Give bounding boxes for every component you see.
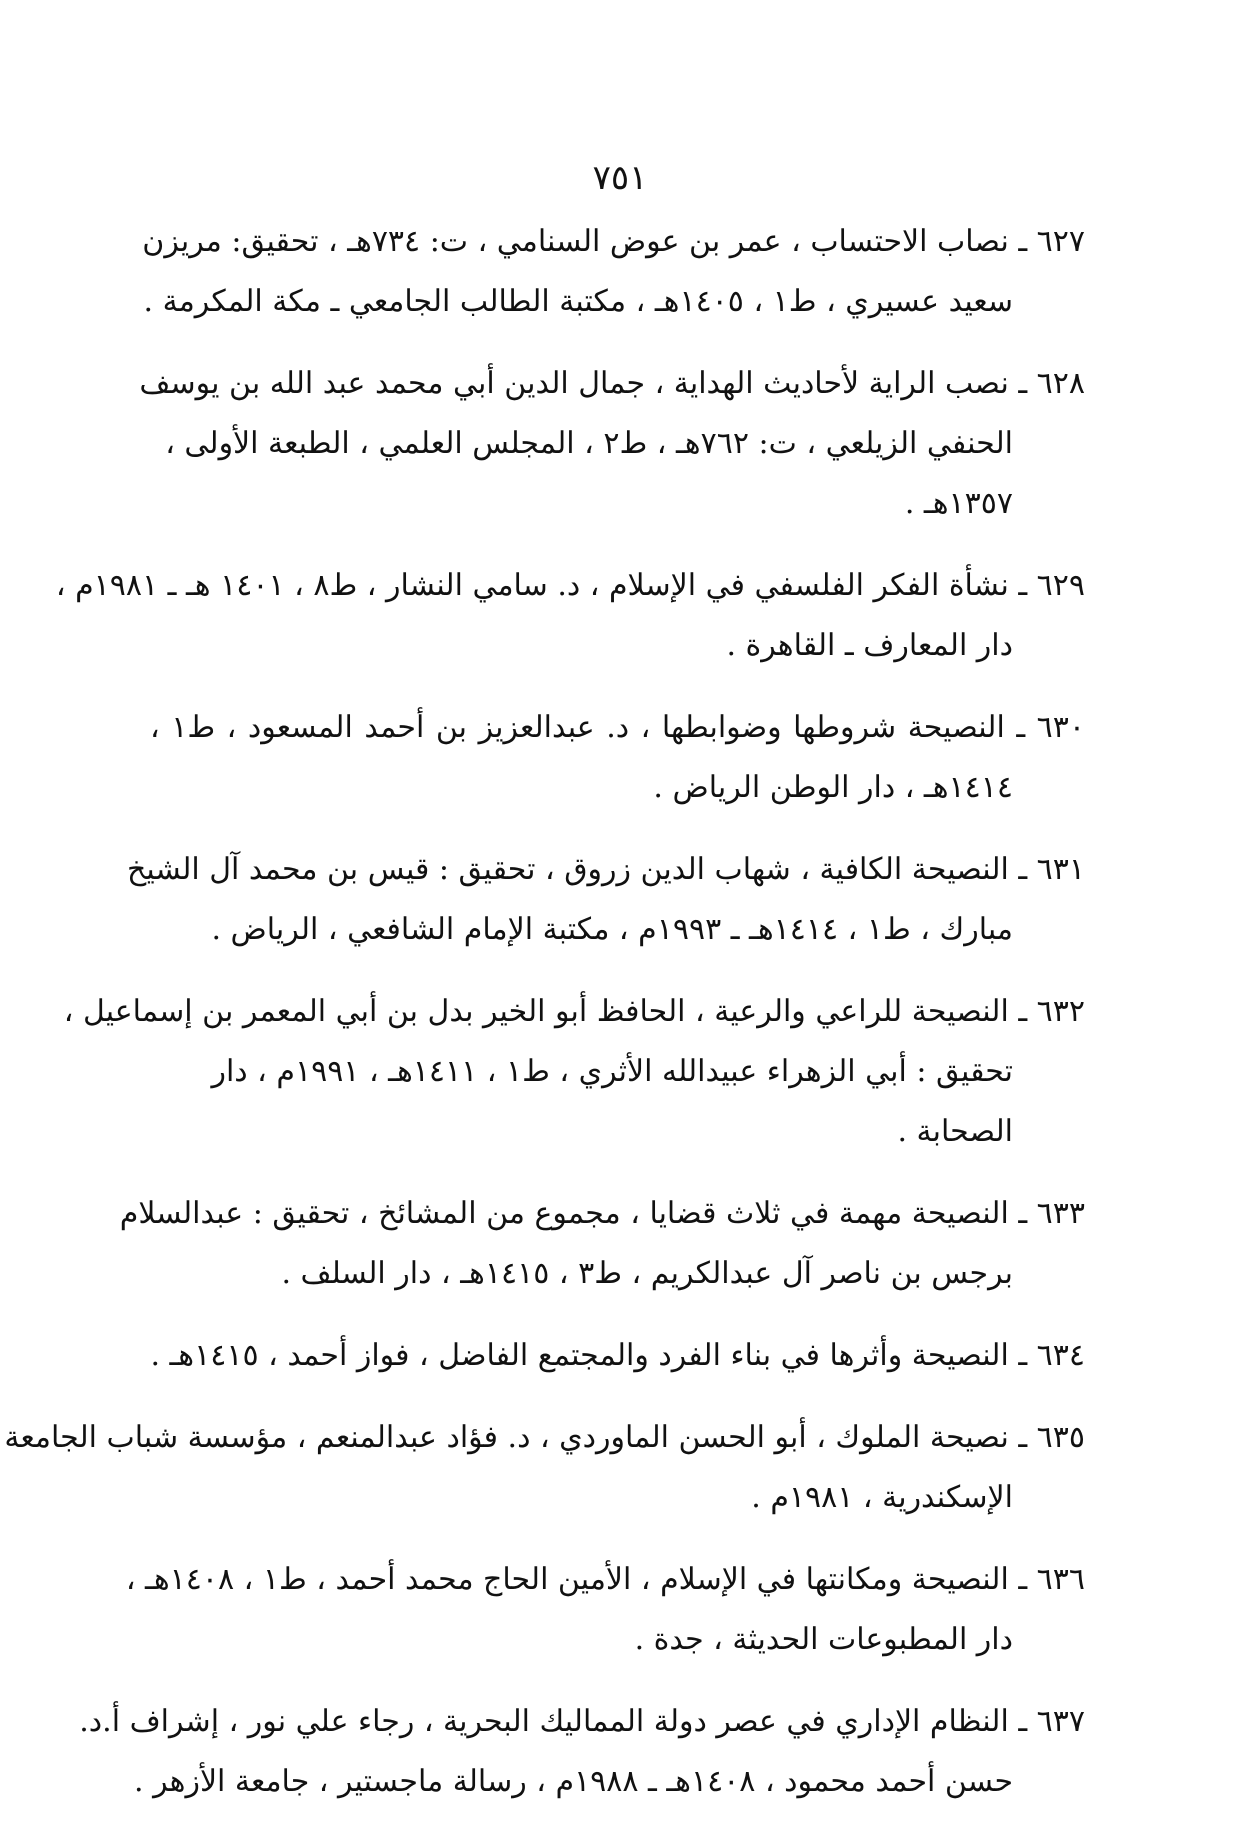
bibliography-entry — [142, 212, 1085, 332]
page-number: ٧٥١ — [592, 158, 648, 198]
entry-continuation-line: سعيد عسيري ، ط١ ، ١٤٠٥هـ ، مكتبة الطالب الجامعي ـ مكة المكرمة . — [143, 284, 1013, 319]
bibliography-entry — [125, 1550, 1085, 1670]
bibliography-entry — [55, 556, 1085, 676]
entry-continuation-line: ١٣٥٧هـ . — [904, 486, 1013, 521]
entry-continuation-line: ١٤١٤هـ ، دار الوطن الرياض . — [653, 770, 1013, 805]
bibliography-entry — [150, 1326, 1085, 1386]
entry-continuation-line: برجس بن ناصر آل عبدالكريم ، ط٣ ، ١٤١٥هـ ، دار السلف . — [281, 1256, 1013, 1291]
bibliography-entry — [150, 698, 1085, 818]
entry-first-line: ٦٣٥ ـ نصيحة الملوك ، أبو الحسن الماوردي ، د. فؤاد عبدالمنعم ، مؤسسة شباب الجامعة — [4, 1420, 1085, 1455]
entry-continuation-line: مبارك ، ط١ ، ١٤١٤هـ ـ ١٩٩٣م ، مكتبة الإمام الشافعي ، الرياض . — [211, 912, 1013, 947]
entry-first-line: ٦٣٣ ـ النصيحة مهمة في ثلاث قضايا ، مجموع من المشائخ ، تحقيق : عبدالسلام — [119, 1196, 1085, 1231]
entry-first-line: ٦٣٦ ـ النصيحة ومكانتها في الإسلام ، الأمين الحاج محمد أحمد ، ط١ ، ١٤٠٨هـ ، — [125, 1562, 1085, 1597]
entry-first-line: ٦٣٢ ـ النصيحة للراعي والرعية ، الحافظ أبو الخير بدل بن أبي المعمر بن إسماعيل ، — [63, 994, 1085, 1029]
entry-continuation-line: تحقيق : أبي الزهراء عبيدالله الأثري ، ط١ ، ١٤١١هـ ، ١٩٩١م ، دار — [211, 1054, 1013, 1089]
entry-continuation-line: دار المعارف ـ القاهرة . — [726, 628, 1013, 663]
entry-first-line: ٦٢٨ ـ نصب الراية لأحاديث الهداية ، جمال الدين أبي محمد عبد الله بن يوسف — [139, 366, 1085, 401]
bibliography-entry — [79, 1692, 1085, 1812]
entry-first-line: ٦٣٧ ـ النظام الإداري في عصر دولة المماليك البحرية ، رجاء علي نور ، إشراف أ.د. — [79, 1704, 1085, 1739]
entry-continuation-line: الحنفي الزيلعي ، ت: ٧٦٢هـ ، ط٢ ، المجلس العلمي ، الطبعة الأولى ، — [165, 426, 1013, 461]
bibliography-entry — [139, 354, 1085, 534]
bibliography-entry — [4, 1408, 1085, 1528]
bibliography-list — [4, 212, 1085, 1834]
bibliography-entry — [63, 982, 1085, 1162]
entry-first-line: ٦٣٠ ـ النصيحة شروطها وضوابطها ، د. عبدالعزيز بن أحمد المسعود ، ط١ ، — [150, 710, 1085, 745]
entry-continuation-line: حسن أحمد محمود ، ١٤٠٨هـ ـ ١٩٨٨م ، رسالة ماجستير ، جامعة الأزهر . — [134, 1764, 1013, 1799]
entry-continuation-line: الإسكندرية ، ١٩٨١م . — [751, 1480, 1013, 1515]
entry-first-line: ٦٢٩ ـ نشأة الفكر الفلسفي في الإسلام ، د. سامي النشار ، ط٨ ، ١٤٠١ هـ ـ ١٩٨١م ، — [55, 568, 1085, 603]
entry-continuation-line: الصحابة . — [897, 1114, 1013, 1149]
bibliography-entry — [127, 840, 1085, 960]
entry-first-line: ٦٣٤ ـ النصيحة وأثرها في بناء الفرد والمجتمع الفاضل ، فواز أحمد ، ١٤١٥هـ . — [150, 1338, 1085, 1373]
entry-first-line: ٦٢٧ ـ نصاب الاحتساب ، عمر بن عوض السنامي ، ت: ٧٣٤هـ ، تحقيق: مريزن — [142, 224, 1085, 259]
entry-first-line: ٦٣١ ـ النصيحة الكافية ، شهاب الدين زروق ، تحقيق : قيس بن محمد آل الشيخ — [127, 852, 1085, 887]
bibliography-entry — [119, 1184, 1085, 1304]
entry-continuation-line: دار المطبوعات الحديثة ، جدة . — [634, 1622, 1013, 1657]
